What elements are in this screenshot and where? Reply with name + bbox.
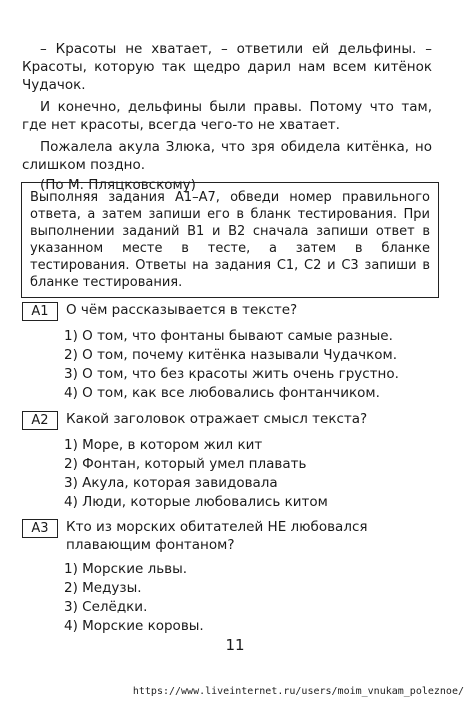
- task-a2: [22, 410, 442, 512]
- instructions-box: Выполняя задания А1–А7, обведи номер правильного ответа, а затем запиши его в бланк тестирования. При выполнении заданий В1 и В2 сначала запиши ответ в указанном месте в тесте, а затем в бланке тестирования. Ответы на задания С1, С2 и С3 запиши в бланке тестирования.: [21, 182, 439, 298]
- answer-option[interactable]: 1) О том, что фонтаны бывают самые разные.: [64, 328, 393, 344]
- task-question: Кто из морских обитателей НЕ любовался плавающим фонтаном?: [66, 519, 368, 553]
- task-number-badge: А3: [22, 519, 58, 538]
- answer-option[interactable]: 3) Акула, которая завидовала: [64, 475, 278, 491]
- task-number-badge: А1: [22, 302, 58, 321]
- answer-option[interactable]: 3) Селёдки.: [64, 599, 148, 615]
- source-url-watermark: https://www.liveinternet.ru/users/moim_vnukam_poleznoe/: [132, 686, 464, 697]
- task-number-badge: А2: [22, 411, 58, 430]
- answer-option[interactable]: 1) Морские львы.: [64, 561, 188, 577]
- answer-option[interactable]: 4) О том, как все любовались фонтанчиком.: [64, 385, 380, 401]
- story-paragraph: Пожалела акула Злюка, что зря обидела китёнка, но слишком поздно.: [22, 139, 432, 173]
- page-number: 11: [225, 636, 245, 654]
- story-author: (По М. Пляцковскому): [40, 177, 196, 193]
- answer-options: [64, 436, 442, 511]
- answer-option[interactable]: 2) О том, почему китёнка называли Чудачком.: [64, 347, 398, 363]
- answer-options: [64, 327, 442, 402]
- task-question: О чём рассказывается в тексте?: [66, 302, 298, 318]
- answer-option[interactable]: 2) Медузы.: [64, 580, 142, 596]
- story-excerpt: [22, 40, 432, 198]
- answer-options: [64, 560, 442, 635]
- task-question: Какой заголовок отражает смысл текста?: [66, 411, 368, 427]
- answer-option[interactable]: 2) Фонтан, который умел плавать: [64, 456, 307, 472]
- answer-option[interactable]: 3) О том, что без красоты жить очень грустно.: [64, 366, 399, 382]
- answer-option[interactable]: 1) Море, в котором жил кит: [64, 437, 263, 453]
- task-a1: [22, 301, 442, 403]
- task-a3: [22, 518, 442, 636]
- answer-option[interactable]: 4) Морские коровы.: [64, 618, 204, 634]
- answer-option[interactable]: 4) Люди, которые любовались китом: [64, 494, 328, 510]
- story-paragraph: И конечно, дельфины были правы. Потому что там, где нет красоты, всегда чего-то не хватает.: [22, 99, 432, 133]
- story-paragraph: – Красоты не хватает, – ответили ей дельфины. – Красоты, которую так щедро дарил нам всем китёнок Чудачок.: [22, 41, 432, 93]
